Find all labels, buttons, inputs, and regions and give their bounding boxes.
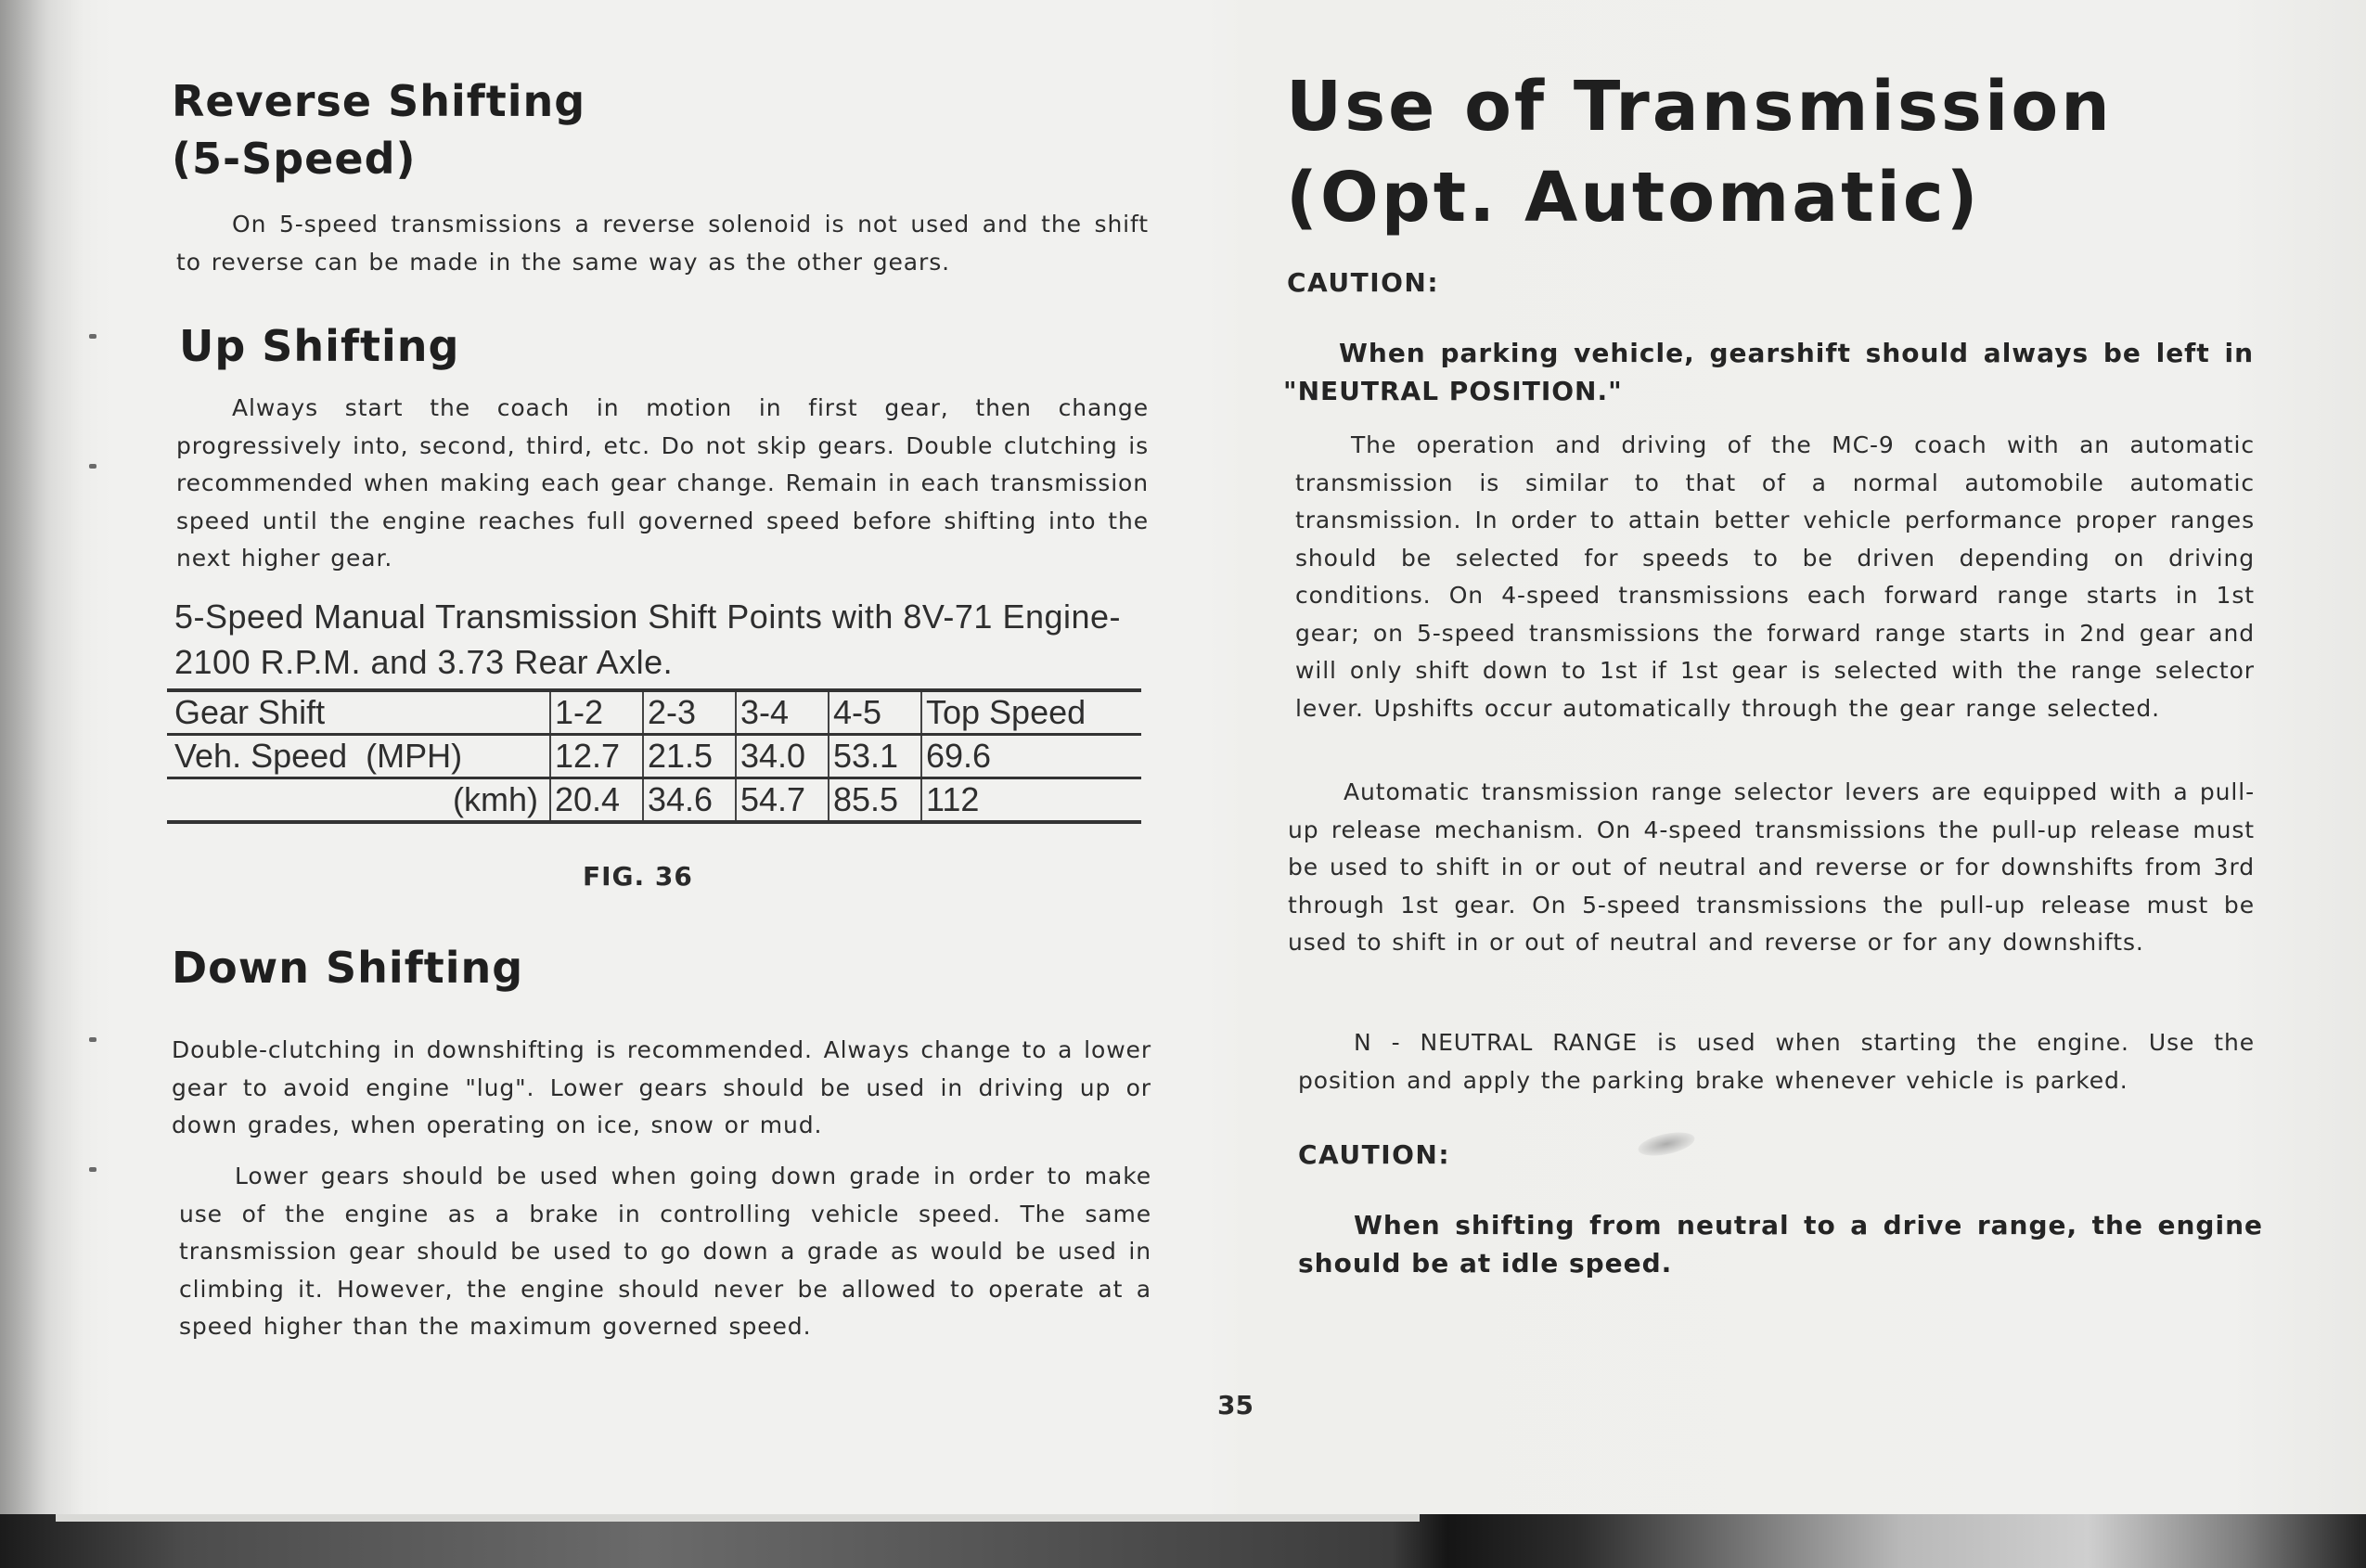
table-header-cell: 3-4 xyxy=(736,690,829,735)
page-bottom-edge xyxy=(56,1514,1420,1522)
title-line: (Opt. Automatic) xyxy=(1286,158,1981,238)
neutral-range-paragraph: N - NEUTRAL RANGE is used when starting the engine. Use the position and apply the parking brake whenever vehicle is parked. xyxy=(1298,1029,2255,1094)
operation-paragraph: The operation and driving of the MC-9 coach with an automatic transmission is similar to that of a normal automobile automatic transmission. In order to attain better vehicle performance proper ranges should be selected for speeds to be driven depending on driving conditions. On 4-speed transmissions each forward range starts in 1st gear; on 5-speed transmissions the forward range starts in 2nd gear and will only shift down to 1st if 1st gear is selected with the range selector lever. Upshifts occur automatically through the gear range selected. xyxy=(1295,431,2255,722)
table-cell: 112 xyxy=(921,778,1141,823)
reverse-shifting-text: On 5-speed transmissions a reverse solenoid is not used and the shift to reverse can be made in the same way as the other gears. xyxy=(176,211,1149,276)
table-cell: 54.7 xyxy=(736,778,829,823)
table-cell: 20.4 xyxy=(550,778,643,823)
table-cell: 69.6 xyxy=(921,735,1141,778)
margin-mark xyxy=(89,334,96,339)
up-shifting-heading: Up Shifting xyxy=(179,321,460,371)
table-header-cell: 4-5 xyxy=(829,690,921,735)
table-row xyxy=(167,778,1141,823)
table-header-label: Gear Shift xyxy=(174,693,326,731)
up-shifting-text: Always start the coach in motion in first gear, then change progressively into, second, third, etc. Do not skip gears. Double clutching is recommended when making each gear change. Remain in each transmission speed until the engine reaches full governed speed before shifting into the next higher gear. xyxy=(176,394,1149,572)
page-number: 35 xyxy=(1217,1390,1254,1420)
table-header-row xyxy=(167,690,1141,735)
heading-line: (5-Speed) xyxy=(172,134,417,184)
page-title xyxy=(1286,61,2113,243)
table-row-label: Veh. Speed (MPH) xyxy=(167,735,550,778)
ink-smudge xyxy=(1636,1128,1696,1160)
caution-text: When parking vehicle, gearshift should always be left in "NEUTRAL POSITION." xyxy=(1283,338,2254,406)
caution-text: When shifting from neutral to a drive range, the engine should be at idle speed. xyxy=(1298,1210,2263,1279)
caution-label: CAUTION: xyxy=(1298,1139,1451,1170)
margin-mark xyxy=(89,1037,96,1042)
figure-label: FIG. 36 xyxy=(583,861,693,892)
table-header-cell: 2-3 xyxy=(643,690,736,735)
shift-points-table xyxy=(167,688,1141,824)
down-shifting-text-2: Lower gears should be used when going down grade in order to make use of the engine as a brake in controlling vehicle speed. The same transmission gear should be used to go down a grade as would be used in climbing it. However, the engine should never be allowed to operate at a speed higher than the maximum governed speed. xyxy=(179,1163,1151,1340)
table-caption: 5-Speed Manual Transmission Shift Points with 8V-71 Engine-2100 R.P.M. and 3.73 Rear Axle. xyxy=(174,598,1122,681)
table-row xyxy=(167,735,1141,778)
scanner-bottom-edge xyxy=(0,1514,2366,1568)
table-cell: 12.7 xyxy=(550,735,643,778)
margin-mark xyxy=(89,1167,96,1172)
caution-label: CAUTION: xyxy=(1287,267,1440,298)
range-selector-paragraph: Automatic transmission range selector levers are equipped with a pull-up release mechanism. On 4-speed transmissions the pull-up release must be used to shift in or out of neutral and reverse or for downshifts from 3rd through 1st gear. On 5-speed transmissions the pull-up release must be used to shift in or out of neutral and reverse or for any downshifts. xyxy=(1288,778,2255,956)
table-header-cell: Top Speed xyxy=(921,690,1141,735)
table-cell: 53.1 xyxy=(829,735,921,778)
heading-line: Reverse Shifting xyxy=(172,76,586,126)
down-shifting-text: Double-clutching in downshifting is recommended. Always change to a lower gear to avoid engine "lug". Lower gears should be used in driving up or down grades, when operating on ice, snow or mud. xyxy=(172,1036,1151,1138)
table-cell: 21.5 xyxy=(643,735,736,778)
table-cell: 34.0 xyxy=(736,735,829,778)
down-shifting-heading: Down Shifting xyxy=(172,943,524,993)
binding-shadow xyxy=(0,0,84,1514)
margin-mark xyxy=(89,464,96,469)
table-cell: 85.5 xyxy=(829,778,921,823)
table-header-cell: 1-2 xyxy=(550,690,643,735)
table-cell: 34.6 xyxy=(643,778,736,823)
table-row-label: (kmh) xyxy=(167,778,550,823)
title-line: Use of Transmission xyxy=(1286,67,2113,147)
reverse-shifting-heading xyxy=(172,72,585,187)
